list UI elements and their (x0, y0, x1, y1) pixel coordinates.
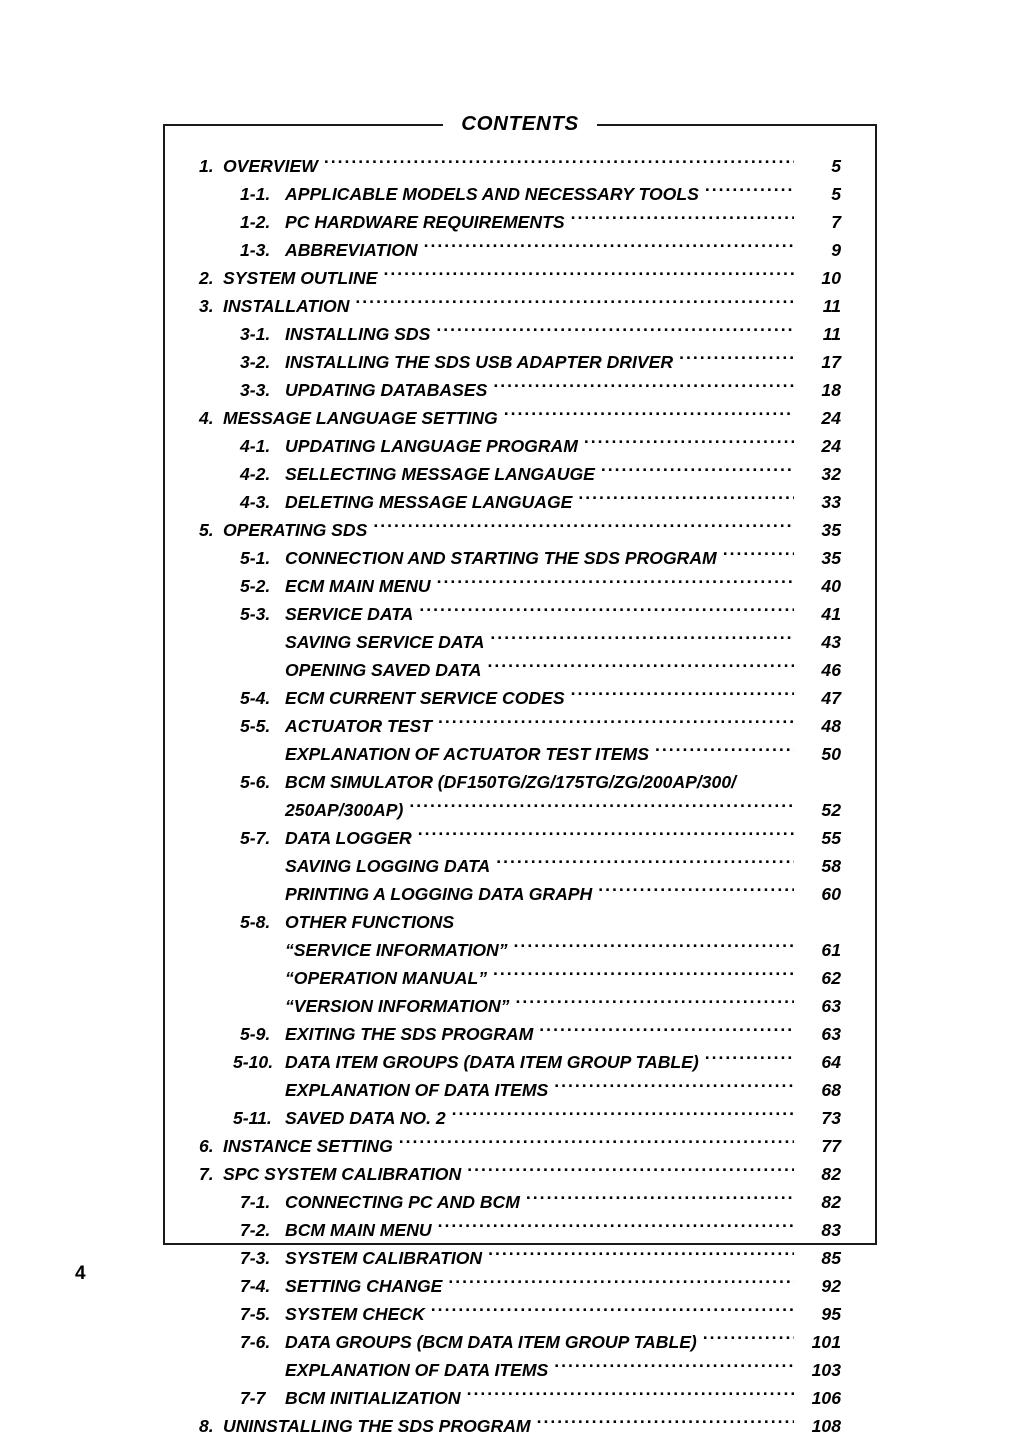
toc-entry[interactable] (199, 376, 841, 404)
toc-entry-title: CONNECTION AND STARTING THE SDS PROGRAM (285, 548, 717, 568)
toc-entry-title: SAVING LOGGING DATA (285, 856, 491, 876)
toc-entry[interactable] (199, 264, 841, 292)
toc-entry-page-number: 60 (821, 884, 841, 904)
toc-entry-page-number: 24 (821, 436, 841, 456)
toc-entry-title: DATA GROUPS (BCM DATA ITEM GROUP TABLE) (285, 1332, 697, 1352)
toc-entry-page-number: 73 (821, 1108, 841, 1128)
toc-entry-page-number: 92 (821, 1276, 841, 1296)
toc-dot-leader (452, 1106, 794, 1124)
toc-entry-title: SELLECTING MESSAGE LANGAUGE (285, 464, 595, 484)
toc-entry[interactable] (199, 740, 841, 768)
toc-entry-page-number: 58 (821, 856, 841, 876)
contents-heading (165, 109, 875, 139)
toc-entry[interactable] (199, 152, 841, 180)
toc-dot-leader (493, 966, 794, 984)
toc-dot-leader (537, 1414, 794, 1432)
toc-entry-page-number: 62 (821, 968, 841, 988)
toc-entry-title: DATA LOGGER (285, 828, 412, 848)
toc-dot-leader (438, 714, 794, 732)
toc-entry-title: ECM CURRENT SERVICE CODES (285, 688, 565, 708)
toc-entry[interactable] (199, 936, 841, 964)
toc-entry-page-number: 17 (821, 352, 841, 372)
toc-entry[interactable] (199, 684, 841, 712)
toc-entry-title: DELETING MESSAGE LANGUAGE (285, 492, 573, 512)
toc-entry-title: SAVING SERVICE DATA (285, 632, 485, 652)
toc-entry[interactable] (199, 1048, 841, 1076)
toc-entry[interactable] (199, 628, 841, 656)
toc-entry[interactable] (199, 516, 841, 544)
toc-entry-number: 1-2. (240, 212, 271, 232)
toc-entry[interactable] (199, 1244, 841, 1272)
toc-entry[interactable] (199, 1076, 841, 1104)
toc-entry-page-number: 108 (811, 1416, 841, 1436)
toc-dot-leader (487, 658, 794, 676)
toc-entry[interactable] (199, 1328, 841, 1356)
toc-entry[interactable] (199, 292, 841, 320)
toc-dot-leader (515, 994, 794, 1012)
toc-entry-title: MESSAGE LANGUAGE SETTING (223, 408, 498, 428)
toc-entry-title: ECM MAIN MENU (285, 576, 431, 596)
toc-entry-title: SETTING CHANGE (285, 1276, 443, 1296)
toc-dot-leader (488, 1246, 794, 1264)
toc-entry-number: 1-3. (240, 240, 271, 260)
toc-entry-page-number: 5 (831, 156, 841, 176)
toc-entry-number: 5-9. (240, 1024, 271, 1044)
toc-entry-title: OTHER FUNCTIONS (285, 912, 455, 932)
toc-entry[interactable] (199, 1188, 841, 1216)
toc-dot-leader (554, 1358, 794, 1376)
contents-panel (163, 112, 877, 1436)
toc-entry-page-number: 7 (831, 212, 841, 232)
toc-entry-page-number: 32 (821, 464, 841, 484)
toc-entry-page-number: 83 (821, 1220, 841, 1240)
toc-entry[interactable] (199, 796, 841, 824)
toc-entry-page-number: 77 (821, 1136, 841, 1156)
toc-entry-number: 4-2. (240, 464, 271, 484)
toc-dot-leader (460, 910, 794, 928)
toc-entry[interactable] (199, 880, 841, 908)
toc-entry-page-number: 10 (821, 268, 841, 288)
toc-entry-number: 7-1. (240, 1192, 271, 1212)
toc-dot-leader (601, 462, 794, 480)
toc-entry-page-number: 11 (822, 296, 841, 316)
toc-entry-number: 6. (199, 1136, 214, 1156)
toc-entry-number: 7-6. (240, 1332, 271, 1352)
toc-entry-title: APPLICABLE MODELS AND NECESSARY TOOLS (285, 184, 699, 204)
toc-dot-leader (679, 350, 794, 368)
toc-entry-title: PC HARDWARE REQUIREMENTS (285, 212, 565, 232)
toc-entry-title: OVERVIEW (223, 156, 318, 176)
toc-entry-title: UPDATING LANGUAGE PROGRAM (285, 436, 578, 456)
toc-entry-title: SPC SYSTEM CALIBRATION (223, 1164, 462, 1184)
toc-entry-page-number: 9 (831, 240, 841, 260)
toc-dot-leader (437, 574, 794, 592)
toc-entry-number: 5-10. (233, 1052, 274, 1072)
toc-entry[interactable] (199, 852, 841, 880)
toc-entry-title: EXPLANATION OF DATA ITEMS (285, 1360, 549, 1380)
toc-entry-page-number: 35 (821, 548, 841, 568)
toc-entry[interactable] (199, 572, 841, 600)
toc-entry-title: INSTALLING THE SDS USB ADAPTER DRIVER (285, 352, 674, 372)
toc-dot-leader (436, 322, 794, 340)
toc-entry-title: OPENING SAVED DATA (285, 660, 482, 680)
toc-entry-title: EXITING THE SDS PROGRAM (285, 1024, 534, 1044)
toc-entry[interactable] (199, 544, 841, 572)
toc-entry[interactable] (199, 768, 841, 796)
toc-entry-title: CONNECTING PC AND BCM (285, 1192, 520, 1212)
toc-entry-title: SERVICE DATA (285, 604, 414, 624)
toc-entry-title: ABBREVIATION (285, 240, 418, 260)
toc-entry-number: 5. (199, 520, 214, 540)
toc-entry-page-number: 68 (821, 1080, 841, 1100)
toc-entry-number: 4. (199, 408, 214, 428)
toc-dot-leader (490, 630, 794, 648)
toc-entry-title: UNINSTALLING THE SDS PROGRAM (223, 1416, 531, 1436)
toc-entry[interactable] (199, 348, 841, 376)
toc-entry-title: UPDATING DATABASES (285, 380, 488, 400)
contents-heading-label: CONTENTS (443, 109, 597, 139)
toc-dot-leader (467, 1386, 794, 1404)
toc-dot-leader (424, 238, 794, 256)
toc-dot-leader (467, 1162, 794, 1180)
toc-dot-leader (554, 1078, 794, 1096)
toc-entry[interactable] (199, 1104, 841, 1132)
toc-entry[interactable] (199, 1356, 841, 1384)
toc-entry[interactable] (199, 1300, 841, 1328)
toc-entry-number: 3-2. (240, 352, 271, 372)
toc-entry-title: BCM INITIALIZATION (285, 1388, 461, 1408)
toc-entry-page-number: 61 (821, 940, 841, 960)
toc-entry-title: PRINTING A LOGGING DATA GRAPH (285, 884, 593, 904)
toc-entry-page-number: 35 (821, 520, 841, 540)
toc-entry-number: 3-1. (240, 324, 271, 344)
toc-dot-leader (539, 1022, 794, 1040)
toc-entry-page-number: 55 (821, 828, 841, 848)
toc-entry-number: 4-3. (240, 492, 271, 512)
toc-entry[interactable] (199, 1160, 841, 1188)
toc-dot-leader (409, 798, 794, 816)
page-number-folio: 4 (75, 1263, 86, 1284)
toc-entry[interactable] (199, 180, 841, 208)
toc-dot-leader (355, 294, 794, 312)
toc-entry-page-number: 95 (821, 1304, 841, 1324)
toc-entry[interactable] (199, 236, 841, 264)
toc-dot-leader (493, 378, 794, 396)
toc-dot-leader (383, 266, 794, 284)
toc-entry-title: INSTALLATION (223, 296, 350, 316)
toc-entry-title: INSTANCE SETTING (223, 1136, 393, 1156)
toc-entry-title: INSTALLING SDS (285, 324, 431, 344)
toc-entry[interactable] (199, 656, 841, 684)
toc-dot-leader (448, 1274, 794, 1292)
toc-dot-leader (514, 938, 794, 956)
toc-entry-number: 2. (199, 268, 214, 288)
toc-entry-page-number: 33 (821, 492, 841, 512)
toc-entry-number: 7-5. (240, 1304, 271, 1324)
toc-dot-leader (571, 210, 794, 228)
toc-entry-page-number: 82 (821, 1192, 841, 1212)
toc-entry-title: BCM SIMULATOR (DF150TG/ZG/175TG/ZG/200AP/300/ (285, 772, 737, 792)
toc-dot-leader (419, 602, 794, 620)
toc-entry-title: EXPLANATION OF ACTUATOR TEST ITEMS (285, 744, 649, 764)
toc-dot-leader (703, 1330, 794, 1348)
toc-entry[interactable] (199, 908, 841, 936)
toc-entry-page-number: 82 (821, 1164, 841, 1184)
toc-entry-page-number: 106 (811, 1388, 841, 1408)
toc-entry-page-number: 85 (821, 1248, 841, 1268)
toc-entry-number: 4-1. (240, 436, 271, 456)
toc-dot-leader (742, 770, 794, 788)
toc-entry-number: 3. (199, 296, 214, 316)
toc-dot-leader (705, 182, 794, 200)
toc-dot-leader (578, 490, 794, 508)
toc-entry-title: 250AP/300AP) (285, 800, 404, 820)
toc-entry[interactable] (199, 964, 841, 992)
toc-dot-leader (598, 882, 794, 900)
toc-entry-title: SYSTEM OUTLINE (223, 268, 378, 288)
toc-entry-number: 7-3. (240, 1248, 271, 1268)
toc-entry[interactable] (199, 1020, 841, 1048)
toc-dot-leader (438, 1218, 794, 1236)
toc-entry-title: ACTUATOR TEST (285, 716, 432, 736)
toc-entry-number: 1-1. (240, 184, 271, 204)
toc-entry[interactable] (199, 1384, 841, 1412)
toc-dot-leader (584, 434, 794, 452)
toc-entry[interactable] (199, 208, 841, 236)
toc-entry[interactable] (199, 404, 841, 432)
toc-entry-title: BCM MAIN MENU (285, 1220, 432, 1240)
toc-entry-number: 7-4. (240, 1276, 271, 1296)
toc-entry-page-number: 48 (821, 716, 841, 736)
toc-entry[interactable] (199, 432, 841, 460)
toc-dot-leader (496, 854, 794, 872)
toc-entry-title: DATA ITEM GROUPS (DATA ITEM GROUP TABLE) (285, 1052, 699, 1072)
toc-entry-title: SYSTEM CHECK (285, 1304, 425, 1324)
toc-entry-number: 3-3. (240, 380, 271, 400)
toc-entry-title: “OPERATION MANUAL” (285, 968, 487, 988)
toc-entry[interactable] (199, 824, 841, 852)
toc-entry[interactable] (199, 712, 841, 740)
toc-entry-title: SAVED DATA NO. 2 (285, 1108, 446, 1128)
toc-entry-number: 1. (199, 156, 214, 176)
table-of-contents-list (165, 152, 875, 1440)
toc-entry[interactable] (199, 600, 841, 628)
toc-entry[interactable] (199, 488, 841, 516)
toc-entry[interactable] (199, 1132, 841, 1160)
toc-entry[interactable] (199, 1272, 841, 1300)
toc-entry-number: 5-6. (240, 772, 271, 792)
toc-entry-title: SYSTEM CALIBRATION (285, 1248, 483, 1268)
toc-dot-leader (526, 1190, 794, 1208)
toc-entry[interactable] (199, 460, 841, 488)
toc-entry-page-number: 40 (821, 576, 841, 596)
toc-dot-leader (504, 406, 794, 424)
toc-dot-leader (723, 546, 794, 564)
toc-entry[interactable] (199, 1412, 841, 1440)
toc-dot-leader (418, 826, 794, 844)
toc-entry-page-number: 43 (821, 632, 841, 652)
toc-entry-number: 5-3. (240, 604, 271, 624)
toc-dot-leader (324, 154, 794, 172)
toc-entry-title: “SERVICE INFORMATION” (285, 940, 508, 960)
toc-entry-number: 7-2. (240, 1220, 271, 1240)
toc-entry-page-number: 24 (821, 408, 841, 428)
toc-entry-page-number: 63 (821, 1024, 841, 1044)
toc-entry-number: 5-1. (240, 548, 271, 568)
toc-entry-number: 5-5. (240, 716, 271, 736)
toc-dot-leader (373, 518, 794, 536)
toc-entry[interactable] (199, 320, 841, 348)
toc-entry-title: OPERATING SDS (223, 520, 368, 540)
toc-entry-page-number: 103 (811, 1360, 841, 1380)
toc-entry-page-number: 52 (821, 800, 841, 820)
toc-entry[interactable] (199, 992, 841, 1020)
toc-entry-number: 8. (199, 1416, 214, 1436)
toc-entry-number: 7-7 (240, 1388, 266, 1408)
toc-entry-page-number: 5 (831, 184, 841, 204)
toc-entry-title: EXPLANATION OF DATA ITEMS (285, 1080, 549, 1100)
toc-dot-leader (655, 742, 794, 760)
toc-entry-page-number: 50 (821, 744, 841, 764)
toc-dot-leader (431, 1302, 794, 1320)
toc-entry-number: 7. (199, 1164, 214, 1184)
toc-entry-page-number: 63 (821, 996, 841, 1016)
toc-entry[interactable] (199, 1216, 841, 1244)
toc-entry-page-number: 46 (821, 660, 841, 680)
toc-entry-page-number: 11 (822, 324, 841, 344)
toc-entry-number: 5-11. (233, 1108, 272, 1128)
toc-entry-number: 5-4. (240, 688, 271, 708)
toc-dot-leader (571, 686, 794, 704)
toc-entry-page-number: 101 (811, 1332, 841, 1352)
toc-dot-leader (705, 1050, 794, 1068)
toc-entry-page-number: 41 (821, 604, 841, 624)
toc-entry-page-number: 64 (821, 1052, 841, 1072)
toc-entry-number: 5-7. (240, 828, 271, 848)
toc-dot-leader (399, 1134, 794, 1152)
toc-entry-number: 5-8. (240, 912, 271, 932)
toc-entry-page-number: 47 (821, 688, 841, 708)
toc-entry-number: 5-2. (240, 576, 271, 596)
toc-entry-title: “VERSION INFORMATION” (285, 996, 510, 1016)
toc-entry-page-number: 18 (821, 380, 841, 400)
